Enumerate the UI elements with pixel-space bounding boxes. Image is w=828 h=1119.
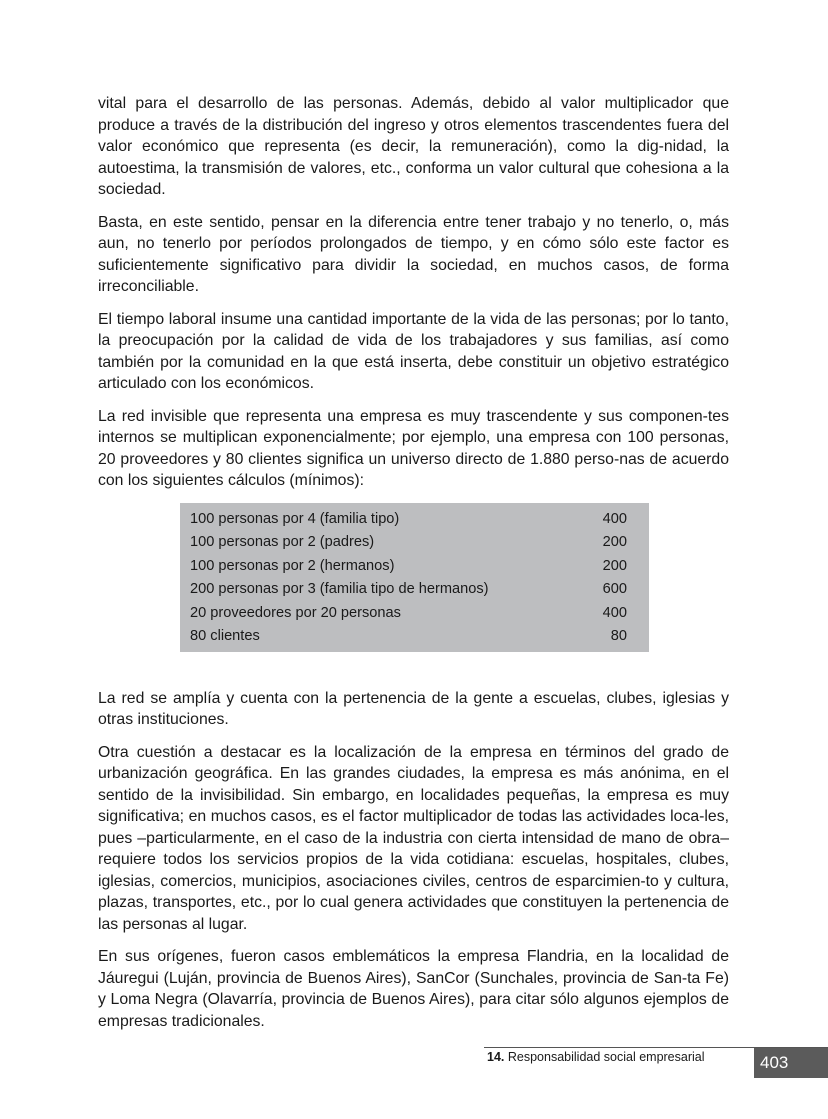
spacer: [98, 652, 729, 688]
paragraph: La red invisible que representa una empresa es muy trascendente y sus componen-tes internos se multiplican exponencialmente; por ejemplo, una empresa con 100 personas, 20 proveedores y 80 clientes significa un universo directo de 1.880 perso-nas de acuerdo con los siguientes cálculos (mínimos):: [98, 407, 729, 489]
paragraph: El tiempo laboral insume una cantidad importante de la vida de las personas; por lo tanto, la preocupación por la calidad de vida de los trabajadores y sus familias, así como también por la comunidad en la que está inserta, debe constituir un objetivo estratégico articulado con los económicos.: [98, 310, 729, 392]
row-value: 200: [602, 557, 627, 574]
row-value: 200: [602, 534, 627, 550]
row-value: 400: [602, 510, 627, 527]
paragraph: En sus orígenes, fueron casos emblemáticos la empresa Flandria, en la localidad de Jáuregui (Luján, provincia de Buenos Aires), SanCor (Sunchales, provincia de San-ta Fe) y Loma Negra (Olavarría, provincia de Buenos Aires), para citar sólo algunos ejemplos de empresas tradicionales.: [98, 948, 729, 1030]
row-label: 100 personas por 2 (hermanos): [190, 557, 395, 574]
page-body: [98, 93, 729, 1043]
row-label: 80 clientes: [190, 628, 260, 644]
table-row: [180, 625, 649, 652]
chapter-number: 14.: [487, 1050, 505, 1064]
table-row: [180, 578, 649, 602]
row-label: 100 personas por 4 (familia tipo): [190, 510, 400, 527]
page-number: 403: [754, 1048, 828, 1078]
paragraph: Otra cuestión a destacar es la localización de la empresa en términos del grado de urbanización geográfica. En las grandes ciudades, la empresa es más anónima, en el sentido de la invisibilidad. Sin embargo, en localidades pequeñas, la empresa es muy significativa; en muchos casos, es el factor multiplicador de todas las actividades loca-les, pues –particularmente, en el caso de la industria con cierta intensidad de mano de obra– requiere todos los servicios propios de la vida cotidiana: escuelas, hospitales, clubes, iglesias, comercios, municipios, asociaciones civiles, centros de esparcimien-to y cultura, plazas, transportes, etc., por lo cual genera actividades que constituyen la pertenencia de las personas al lugar.: [98, 743, 729, 933]
chapter-title: Responsabilidad social empresarial: [507, 1050, 705, 1064]
row-label: 20 proveedores por 20 personas: [190, 604, 401, 621]
paragraph: Basta, en este sentido, pensar en la diferencia entre tener trabajo y no tenerlo, o, más aun, no tenerlo por períodos prolongados de tiempo, y en cómo sólo este factor es suficientemente significativo para dividir la sociedad, en muchos casos, de forma irreconciliable.: [98, 213, 729, 295]
row-value: 400: [602, 604, 627, 621]
calculation-table: [180, 503, 649, 652]
table-row: [180, 531, 649, 555]
row-label: 100 personas por 2 (padres): [190, 534, 375, 550]
table-row: [180, 555, 649, 579]
paragraph: vital para el desarrollo de las personas. Además, debido al valor multiplicador que produce a través de la distribución del ingreso y otros elementos trascendentes fuera del valor económico que representa (es decir, la remuneración), como la dig-nidad, la autoestima, la transmisión de valores, etc., conforma un valor cultural que cohesiona a la sociedad.: [98, 95, 729, 198]
row-value: 600: [602, 581, 627, 597]
paragraph: La red se amplía y cuenta con la pertenencia de la gente a escuelas, clubes, iglesias y otras instituciones.: [98, 689, 729, 728]
table-row: [180, 602, 649, 626]
table-row: [180, 503, 649, 532]
row-label: 200 personas por 3 (familia tipo de hermanos): [190, 581, 489, 597]
row-value: 80: [610, 628, 627, 644]
footer-chapter: [487, 1049, 705, 1065]
